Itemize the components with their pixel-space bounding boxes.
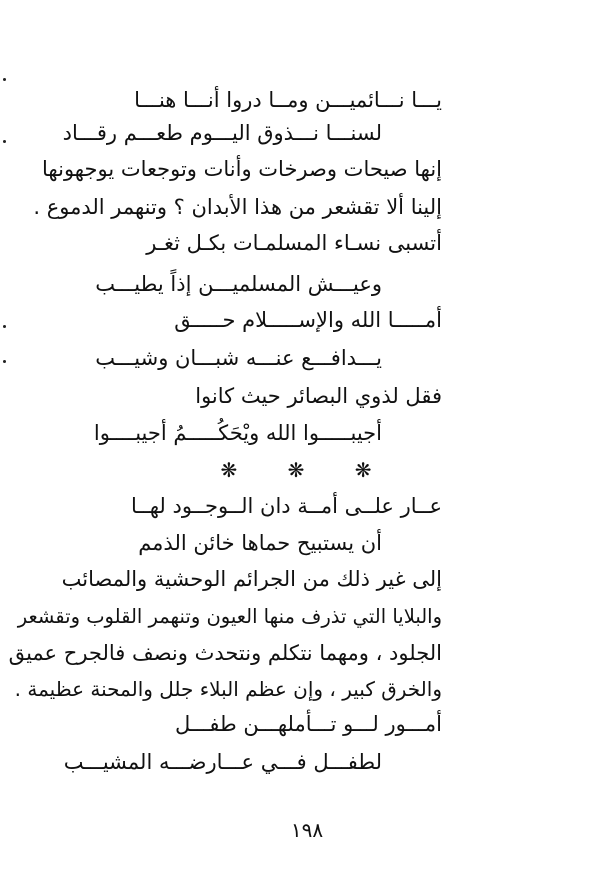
poem-verse: أمـــور لـــو تـــأملهـــن طفـــل — [175, 712, 442, 736]
poem-verse: لسنـــا نـــذوق اليـــوم طعـــم رقـــاد — [62, 121, 382, 145]
poem-verse: أن يستبيح حماها خائن الذمم — [138, 531, 382, 555]
poem-verse: أجيبـــــوا الله ويْحَكُـــــمُ أجيبــــوا — [93, 421, 382, 445]
prose-line: الجلود ، ومهما نتكلم ونتحدث ونصف فالجرح عميق — [8, 641, 442, 665]
prose-line: إنها صيحات وصرخات وأنات وتوجعات يوجهونها — [42, 157, 442, 181]
prose-line: إلى غير ذلك من الجرائم الوحشية والمصائب — [61, 567, 442, 591]
poem-verse: يـــدافـــع عنـــه شبـــان وشيـــب — [95, 346, 382, 370]
margin-mark — [3, 360, 6, 363]
prose-line: إلينا ألا تقشعر من هذا الأبدان ؟ وتنهمر الدموع . — [33, 195, 442, 219]
margin-mark — [3, 78, 6, 81]
poem-verse: أمـــــا الله والإســـــلام حـــــق — [174, 308, 442, 332]
prose-line: والخرق كبير ، وإن عظم البلاء جلل والمحنة عظيمة . — [14, 677, 442, 701]
page-number: ١٩٨ — [290, 818, 324, 842]
poem-verse: يـــا نـــائميـــن ومــا دروا أنـــا هنـــا — [134, 88, 442, 112]
poem-verse: لطفـــل فـــي عـــارضـــه المشيـــب — [63, 750, 382, 774]
section-separator: ❋ ❋ ❋ — [220, 458, 394, 482]
poem-verse: فقل لذوي البصائر حيث كانوا — [195, 384, 442, 408]
poem-verse: عــار علــى أمــة دان الــوجــود لهــا — [131, 494, 442, 518]
poem-verse: أتسبى نسـاء المسلمـات بكـل ثغـر — [146, 231, 442, 255]
poem-verse: وعيـــش المسلميـــن إذاً يطيـــب — [95, 272, 382, 296]
prose-line: والبلايا التي تذرف منها العيون وتنهمر القلوب وتقشعر — [17, 605, 442, 628]
margin-mark — [3, 325, 6, 328]
margin-mark — [3, 140, 6, 143]
